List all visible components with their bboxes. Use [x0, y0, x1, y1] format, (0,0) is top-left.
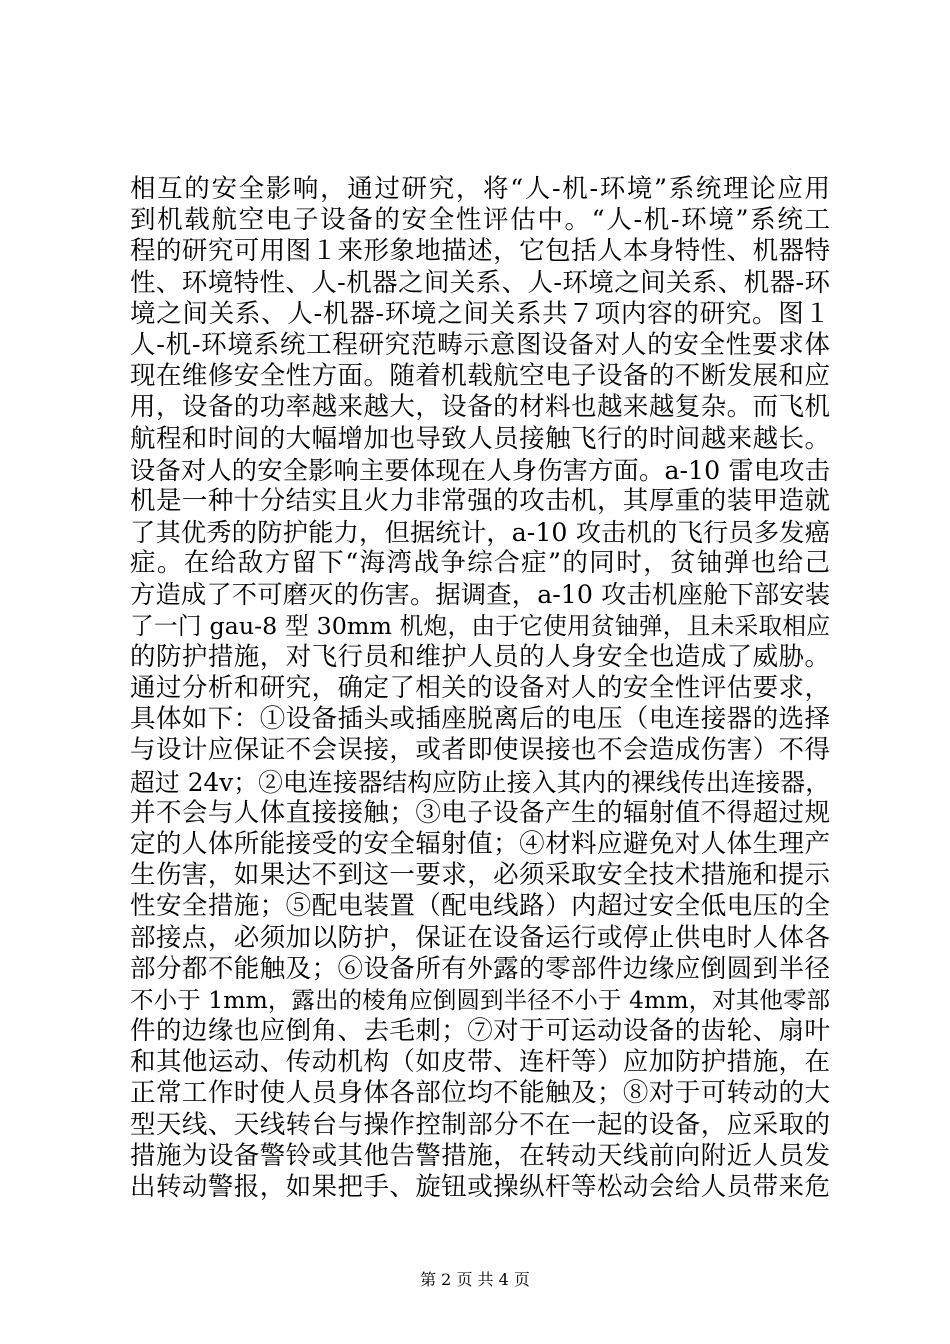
text-line: 人-机-环境系统工程研究范畴示意图设备对人的安全性要求体	[130, 329, 830, 360]
text-line: 到机载航空电子设备的安全性评估中。“人-机-环境”系统工	[130, 205, 830, 236]
text-line: 型天线、天线转台与操作控制部分不在一起的设备，应采取的	[130, 1109, 830, 1140]
text-line: 机是一种十分结实且火力非常强的攻击机，其厚重的装甲造就	[130, 485, 830, 516]
page-number: 第 2 页 共 4 页	[420, 1270, 530, 1289]
text-line: 措施为设备警铃或其他告警措施，在转动天线前向附近人员发	[130, 1140, 830, 1171]
text-line: 不小于 1mm，露出的棱角应倒圆到半径不小于 4mm，对其他零部	[130, 985, 830, 1014]
text-line: 程的研究可用图１来形象地描述，它包括人本身特性、机器特	[130, 236, 830, 267]
text-line: 相互的安全影响，通过研究，将“人-机-环境”系统理论应用	[130, 174, 830, 204]
text-line: 和其他运动、传动机构（如皮带、连杆等）应加防护措施，在	[130, 1047, 830, 1078]
text-line: 性安全措施；⑤配电装置（配电线路）内超过安全低电压的全	[130, 891, 830, 922]
text-line: 性、环境特性、人-机器之间关系、人-环境之间关系、机器-环	[130, 267, 830, 298]
text-line: 设备对人的安全影响主要体现在人身伤害方面。a-10 雷电攻击	[130, 455, 830, 485]
text-line: 方造成了不可磨灭的伤害。据调查，a-10 攻击机座舱下部安装	[130, 580, 830, 610]
text-line: 的防护措施，对飞行员和维护人员的人身安全也造成了威胁。	[130, 641, 830, 672]
text-line: 境之间关系、人-机器-环境之间关系共７项内容的研究。图１	[130, 298, 830, 329]
text-line: 并不会与人体直接接触；③电子设备产生的辐射值不得超过规	[130, 797, 830, 828]
text-line: 用，设备的功率越来越大，设备的材料也越来越复杂。而飞机	[130, 392, 830, 423]
text-line: 具体如下：①设备插头或插座脱离后的电压（电连接器的选择	[130, 704, 830, 735]
text-line: 部分都不能触及；⑥设备所有外露的零部件边缘应倒圆到半径	[130, 953, 830, 984]
text-line: 了一门 gau-8 型 30mm 机炮，由于它使用贫铀弹，且未采取相应	[130, 611, 830, 640]
text-line: 现在维修安全性方面。随着机载航空电子设备的不断发展和应	[130, 361, 830, 392]
text-line: 生伤害，如果达不到这一要求，必须采取安全技术措施和提示	[130, 860, 830, 891]
text-line: 正常工作时使人员身体各部位均不能触及；⑧对于可转动的大	[130, 1078, 830, 1109]
document-body	[130, 174, 830, 1203]
text-line: 航程和时间的大幅增加也导致人员接触飞行的时间越来越长。	[130, 423, 830, 454]
text-line: 定的人体所能接受的安全辐射值；④材料应避免对人体生理产	[130, 828, 830, 859]
text-line: 部接点，必须加以防护，保证在设备运行或停止供电时人体各	[130, 922, 830, 953]
text-line: 通过分析和研究，确定了相关的设备对人的安全性评估要求，	[130, 673, 830, 703]
text-line: 了其优秀的防护能力，但据统计，a-10 攻击机的飞行员多发癌	[130, 518, 830, 548]
text-line: 超过 24v；②电连接器结构应防止接入其内的裸线传出连接器，	[130, 767, 830, 797]
text-line: 件的边缘也应倒角、去毛刺；⑦对于可运动设备的齿轮、扇叶	[130, 1016, 830, 1047]
text-line: 出转动警报，如果把手、旋钮或操纵杆等松动会给人员带来危	[130, 1172, 830, 1202]
text-line: 与设计应保证不会误接，或者即使误接也不会造成伤害）不得	[130, 735, 830, 766]
text-line: 症。在给敌方留下“海湾战争综合症”的同时，贫铀弹也给己	[130, 548, 830, 579]
